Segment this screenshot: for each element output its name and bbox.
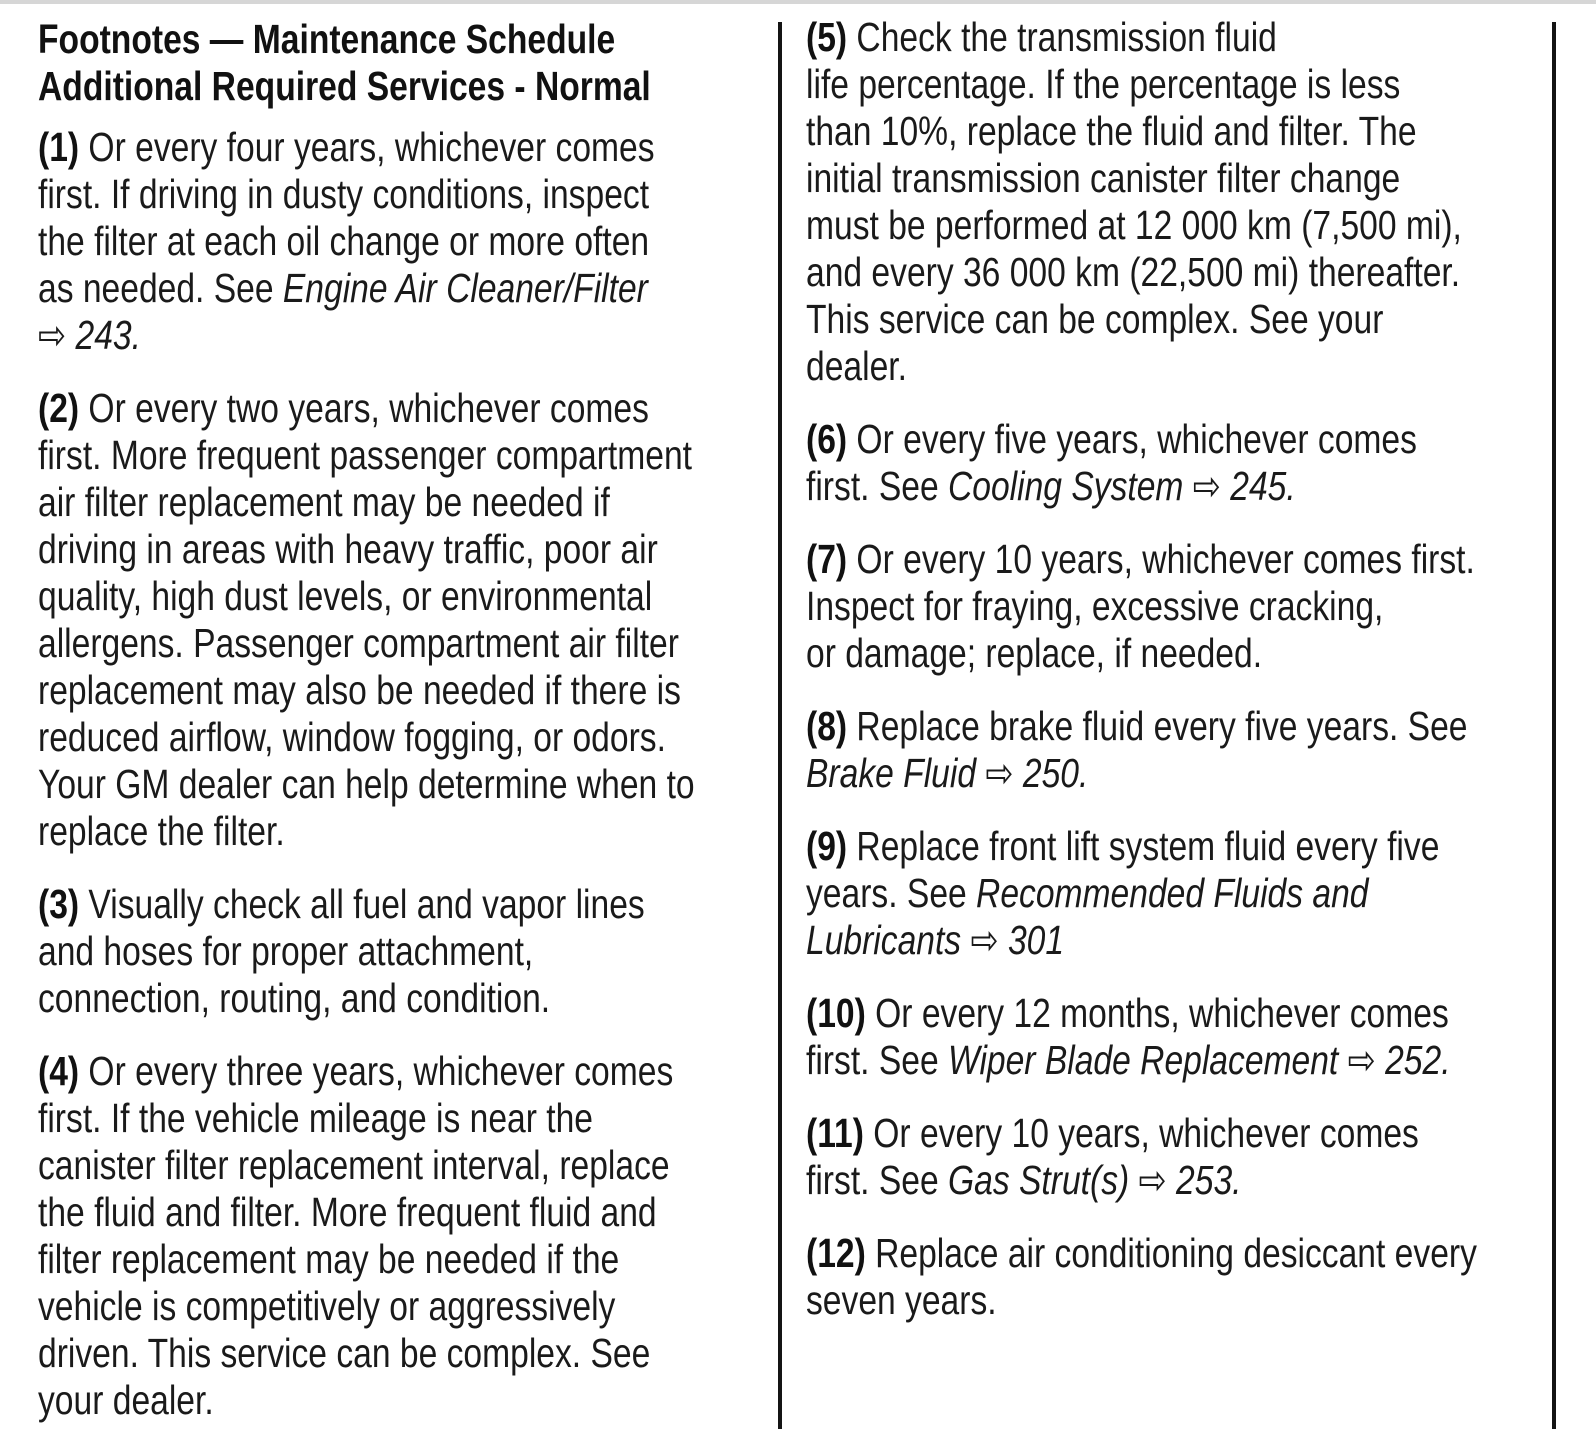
- footnote-7: [806, 536, 1544, 677]
- footnote-text: your dealer.: [38, 1377, 214, 1423]
- footnote-text: replace the filter.: [38, 808, 285, 854]
- footnote-text: air filter replacement may be needed if: [38, 479, 610, 525]
- cross-reference: Lubricants ⇨ 301: [806, 917, 1065, 963]
- footnote-text: dealer.: [806, 343, 907, 389]
- footnote-text: Inspect for fraying, excessive cracking,: [806, 583, 1384, 629]
- footnote-text: This service can be complex. See your: [806, 296, 1384, 342]
- footnote-number: (12): [806, 1230, 866, 1276]
- footnote-7-line: [806, 630, 1544, 677]
- footnote-text: first. See: [806, 1037, 949, 1083]
- footnote-text: Replace air conditioning desiccant every: [865, 1230, 1477, 1276]
- footnote-4-line: [38, 1236, 776, 1283]
- footnote-1-line: [38, 218, 776, 265]
- page-top-edge: [0, 0, 1596, 4]
- footnote-3-line: [38, 928, 776, 975]
- footnote-text: first. If the vehicle mileage is near the: [38, 1095, 593, 1141]
- footnote-4-line: [38, 1283, 776, 1330]
- footnote-10: [806, 990, 1544, 1084]
- footnote-text: years. See: [806, 870, 977, 916]
- footnote-5-line: [806, 14, 1544, 61]
- footnote-9-line: [806, 917, 1544, 964]
- footnote-number: (6): [806, 416, 848, 462]
- footnote-2-line: [38, 526, 776, 573]
- page-right-border-line: [1552, 22, 1556, 1429]
- heading-line-2: Additional Required Services - Normal: [38, 63, 651, 109]
- cross-reference: Gas Strut(s) ⇨ 253.: [948, 1157, 1242, 1203]
- footnote-5-line: [806, 108, 1544, 155]
- footnote-11-line: [806, 1110, 1544, 1157]
- footnote-6-line: [806, 463, 1544, 510]
- footnote-number: (8): [806, 703, 848, 749]
- column-divider-line: [778, 22, 782, 1429]
- footnote-1-line: [38, 312, 776, 359]
- footnote-text: first. See: [806, 463, 949, 509]
- footnote-9-line: [806, 823, 1544, 870]
- footnote-5-line: [806, 61, 1544, 108]
- footnote-text: reduced airflow, window fogging, or odors.: [38, 714, 666, 760]
- footnote-11-line: [806, 1157, 1544, 1204]
- left-footnotes: [38, 124, 776, 1424]
- footnote-4-line: [38, 1377, 776, 1424]
- footnote-text: seven years.: [806, 1277, 997, 1323]
- cross-reference: Wiper Blade Replacement ⇨ 252.: [948, 1037, 1451, 1083]
- footnote-9: [806, 823, 1544, 964]
- footnote-9-line: [806, 870, 1544, 917]
- footnote-text: first. See: [806, 1157, 949, 1203]
- footnote-text: first. If driving in dusty conditions, inspect: [38, 171, 650, 217]
- footnote-text: Or every two years, whichever comes: [79, 385, 649, 431]
- footnote-2-line: [38, 432, 776, 479]
- footnote-text: Or every 10 years, whichever comes first.: [847, 536, 1475, 582]
- footnote-number: (4): [38, 1048, 80, 1094]
- left-column-text: [38, 16, 776, 1424]
- footnote-5-line: [806, 296, 1544, 343]
- footnote-4-line: [38, 1330, 776, 1377]
- footnote-number: (11): [806, 1110, 864, 1156]
- footnote-text: or damage; replace, if needed.: [806, 630, 1263, 676]
- footnote-text: quality, high dust levels, or environmental: [38, 573, 653, 619]
- footnote-7-line: [806, 536, 1544, 583]
- footnote-text: the fluid and filter. More frequent fluid and: [38, 1189, 657, 1235]
- footnote-text: Or every 10 years, whichever comes: [863, 1110, 1419, 1156]
- footnote-number: (1): [38, 124, 80, 170]
- footnote-text: the filter at each oil change or more often: [38, 218, 650, 264]
- footnote-2-line: [38, 573, 776, 620]
- footnote-text: Your GM dealer can help determine when to: [38, 761, 695, 807]
- right-column: [806, 14, 1552, 1324]
- footnote-1-line: [38, 171, 776, 218]
- footnote-text: driven. This service can be complex. See: [38, 1330, 651, 1376]
- footnote-text: replacement may also be needed if there is: [38, 667, 681, 713]
- footnote-text: life percentage. If the percentage is less: [806, 61, 1401, 107]
- footnote-2-line: [38, 385, 776, 432]
- footnote-12: [806, 1230, 1544, 1324]
- footnote-10-line: [806, 1037, 1544, 1084]
- footnote-5-line: [806, 155, 1544, 202]
- footnote-3: [38, 881, 776, 1022]
- footnote-text: Or every four years, whichever comes: [79, 124, 655, 170]
- footnote-2-line: [38, 667, 776, 714]
- footnote-number: (9): [806, 823, 848, 869]
- cross-reference: Engine Air Cleaner/Filter: [282, 265, 648, 311]
- cross-reference: Brake Fluid ⇨ 250.: [806, 750, 1089, 796]
- footnote-2: [38, 385, 776, 855]
- footnote-text: Visually check all fuel and vapor lines: [79, 881, 645, 927]
- footnote-text: Or every 12 months, whichever comes: [865, 990, 1449, 1036]
- footnote-3-line: [38, 975, 776, 1022]
- footnote-6-line: [806, 416, 1544, 463]
- footnote-8: [806, 703, 1544, 797]
- footnote-5-line: [806, 249, 1544, 296]
- footnote-4-line: [38, 1189, 776, 1236]
- footnote-number: (7): [806, 536, 848, 582]
- right-column-text: [806, 14, 1544, 1324]
- footnote-text: as needed. See: [38, 265, 283, 311]
- footnote-text: than 10%, replace the fluid and filter. The: [806, 108, 1417, 154]
- footnote-11: [806, 1110, 1544, 1204]
- footnote-text: initial transmission canister filter change: [806, 155, 1401, 201]
- footnote-5-line: [806, 202, 1544, 249]
- footnote-2-line: [38, 761, 776, 808]
- footnote-5-line: [806, 343, 1544, 390]
- footnote-2-line: [38, 714, 776, 761]
- footnote-text: Or every five years, whichever comes: [847, 416, 1417, 462]
- footnote-7-line: [806, 583, 1544, 630]
- footnote-4-line: [38, 1142, 776, 1189]
- footnote-text: and every 36 000 km (22,500 mi) thereafter.: [806, 249, 1461, 295]
- footnote-10-line: [806, 990, 1544, 1037]
- footnote-4-line: [38, 1048, 776, 1095]
- footnote-3-line: [38, 881, 776, 928]
- footnote-text: connection, routing, and condition.: [38, 975, 551, 1021]
- footnote-number: (10): [806, 990, 866, 1036]
- footnote-6: [806, 416, 1544, 510]
- footnote-text: first. More frequent passenger compartment: [38, 432, 693, 478]
- footnote-text: must be performed at 12 000 km (7,500 mi),: [806, 202, 1462, 248]
- footnote-5: [806, 14, 1544, 390]
- heading-line-1: Footnotes — Maintenance Schedule: [38, 16, 616, 62]
- footnote-2-line: [38, 808, 776, 855]
- footnote-4-line: [38, 1095, 776, 1142]
- footnote-text: Replace brake fluid every five years. See: [847, 703, 1468, 749]
- section-heading: [38, 16, 776, 110]
- cross-reference: ⇨ 243.: [38, 312, 141, 358]
- footnote-1-line: [38, 124, 776, 171]
- footnote-number: (3): [38, 881, 80, 927]
- footnote-text: Or every three years, whichever comes: [79, 1048, 674, 1094]
- footnote-2-line: [38, 620, 776, 667]
- footnote-4: [38, 1048, 776, 1424]
- footnote-8-line: [806, 703, 1544, 750]
- footnote-12-line: [806, 1277, 1544, 1324]
- cross-reference: Cooling System ⇨ 245.: [948, 463, 1296, 509]
- footnote-number: (2): [38, 385, 80, 431]
- footnote-number: (5): [806, 14, 848, 60]
- footnote-12-line: [806, 1230, 1544, 1277]
- footnote-1-line: [38, 265, 776, 312]
- footnote-1: [38, 124, 776, 359]
- footnote-2-line: [38, 479, 776, 526]
- footnote-text: Check the transmission fluid: [847, 14, 1277, 60]
- left-column: [38, 16, 778, 1424]
- footnote-text: and hoses for proper attachment,: [38, 928, 534, 974]
- footnote-8-line: [806, 750, 1544, 797]
- footnote-text: Replace front lift system fluid every five: [847, 823, 1440, 869]
- right-footnotes: [806, 14, 1544, 1324]
- footnote-text: filter replacement may be needed if the: [38, 1236, 620, 1282]
- footnote-text: vehicle is competitively or aggressively: [38, 1283, 616, 1329]
- footnote-text: allergens. Passenger compartment air filter: [38, 620, 679, 666]
- footnote-text: canister filter replacement interval, replace: [38, 1142, 670, 1188]
- cross-reference: Recommended Fluids and: [976, 870, 1369, 916]
- footnote-text: driving in areas with heavy traffic, poor air: [38, 526, 658, 572]
